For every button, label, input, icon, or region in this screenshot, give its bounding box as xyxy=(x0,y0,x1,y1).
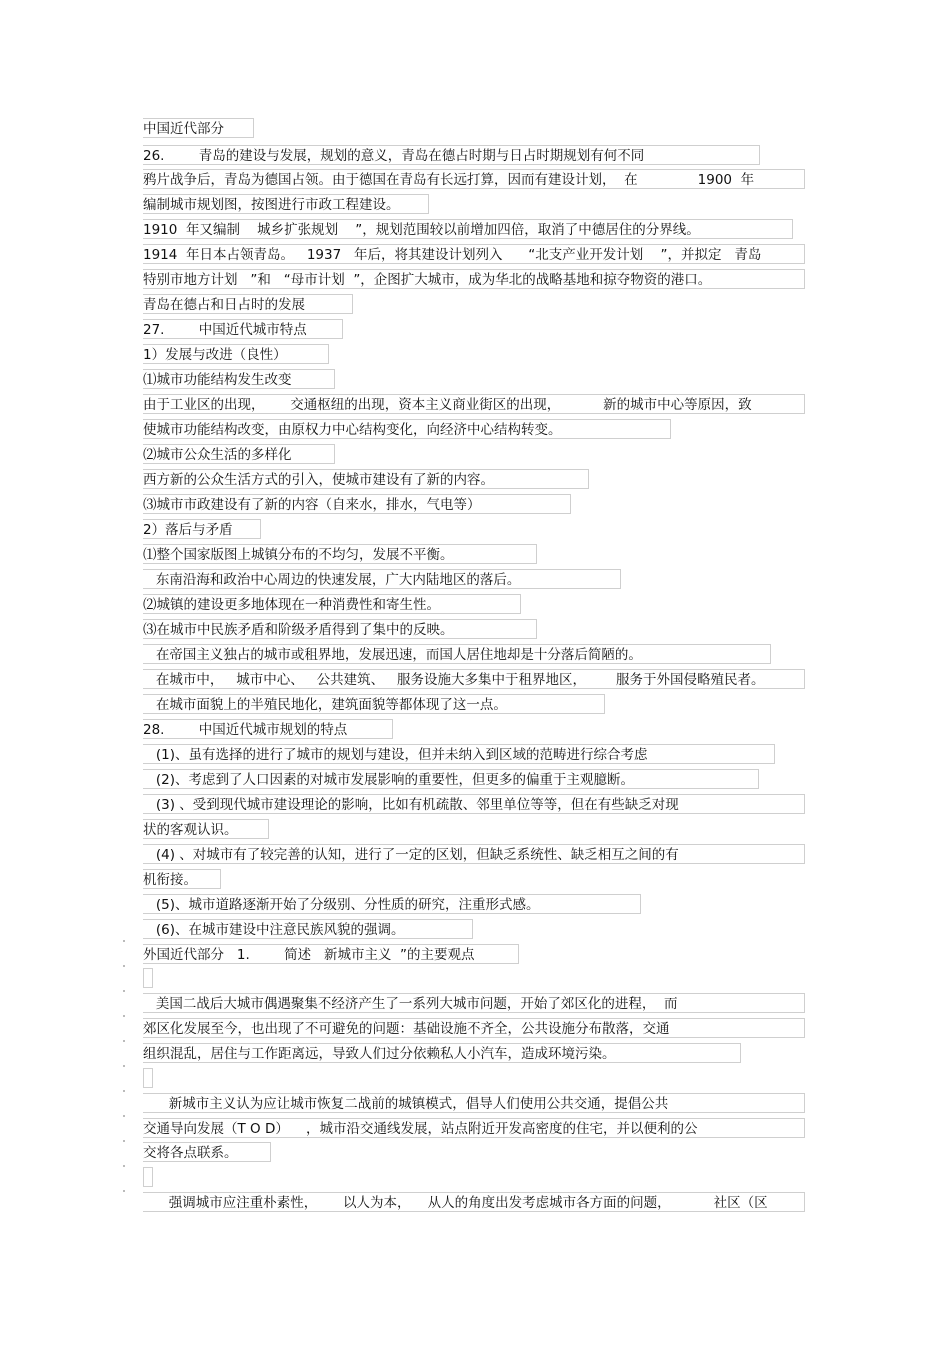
text-line: 在帝国主义独占的城市或租界地，发展迅速，而国人居住地却是十分落后简陋的。 xyxy=(143,644,771,664)
paragraph-line: 强调城市应注重朴素性， 以人为本， 从人的角度出发考虑城市各方面的问题， 社区（区 xyxy=(143,1192,805,1212)
heading-modern-china: 中国近代部分 xyxy=(143,118,254,138)
list-item: (5)、城市道路逐渐开始了分级别、分性质的研究，注重形式感。 xyxy=(143,894,641,914)
text-line: 机衔接。 xyxy=(143,869,221,889)
list-item: ⑶在城市中民族矛盾和阶级矛盾得到了集中的反映。 xyxy=(143,619,537,639)
margin-mark xyxy=(123,1140,125,1142)
text-line: 在城市面貌上的半殖民地化，建筑面貌等都体现了这一点。 xyxy=(143,694,605,714)
margin-mark xyxy=(123,990,125,992)
subheading: 青岛在德占和日占时的发展 xyxy=(143,294,353,314)
paragraph-line: 新城市主义认为应让城市恢复二战前的城镇模式，倡导人们使用公共交通，提倡公共 xyxy=(143,1093,805,1113)
list-item: (6)、在城市建设中注意民族风貌的强调。 xyxy=(143,919,473,939)
text-line: 由于工业区的出现， 交通枢纽的出现，资本主义商业街区的出现， 新的城市中心等原因，致 xyxy=(143,394,805,414)
spacer xyxy=(143,1068,153,1088)
paragraph-line: 交通导向发展（T O D） ，城市沿交通线发展，站点附近开发高密度的住宅，并以便利的公 xyxy=(143,1118,805,1138)
subheading: 1）发展与改进（良性） xyxy=(143,344,329,364)
margin-mark xyxy=(123,1165,125,1167)
text-line: 1914 年日本占领青岛。 1937 年后，将其建设计划列入 “北支产业开发计划 ”，并拟定 青岛 xyxy=(143,244,805,264)
text-line: 在城市中， 城市中心、 公共建筑、 服务设施大多集中于租界地区， 服务于外国侵略殖民者。 xyxy=(143,669,805,689)
question-27: 27. 中国近代城市特点 xyxy=(143,319,343,339)
paragraph-line: 郊区化发展至今，也出现了不可避免的问题：基础设施不齐全，公共设施分布散落，交通 xyxy=(143,1018,805,1038)
text-line: 使城市功能结构改变，由原权力中心结构变化，向经济中心结构转变。 xyxy=(143,419,671,439)
list-item: ⑵城镇的建设更多地体现在一种消费性和寄生性。 xyxy=(143,594,521,614)
list-item: (1)、虽有选择的进行了城市的规划与建设，但并未纳入到区域的范畴进行综合考虑 xyxy=(143,744,775,764)
heading-foreign-modern: 外国近代部分 1. 简述 新城市主义 ”的主要观点 xyxy=(143,944,519,964)
text-line: 编制城市规划图，按图进行市政工程建设。 xyxy=(143,194,429,214)
list-item: ⑴城市功能结构发生改变 xyxy=(143,369,335,389)
subheading: 2）落后与矛盾 xyxy=(143,519,261,539)
margin-mark xyxy=(123,1190,125,1192)
text-line: 状的客观认识。 xyxy=(143,819,269,839)
list-item: ⑵城市公众生活的多样化 xyxy=(143,444,335,464)
margin-mark xyxy=(123,1090,125,1092)
spacer xyxy=(143,1167,153,1187)
margin-mark xyxy=(123,1065,125,1067)
list-item: ⑴整个国家版图上城镇分布的不均匀，发展不平衡。 xyxy=(143,544,537,564)
spacer xyxy=(143,968,153,988)
paragraph-line: 美国二战后大城市偶遇聚集不经济产生了一系列大城市问题，开始了郊区化的进程， 而 xyxy=(143,993,805,1013)
text-line: 鸦片战争后，青岛为德国占领。由于德国在青岛有长远打算，因而有建设计划， 在 1900 年 xyxy=(143,169,805,189)
list-item: (2)、考虑到了人口因素的对城市发展影响的重要性，但更多的偏重于主观臆断。 xyxy=(143,769,759,789)
question-26: 26. 青岛的建设与发展，规划的意义，青岛在德占时期与日占时期规划有何不同 xyxy=(143,145,760,165)
margin-mark xyxy=(123,1040,125,1042)
margin-mark xyxy=(123,965,125,967)
margin-mark xyxy=(123,940,125,942)
list-item: (4) 、对城市有了较完善的认知，进行了一定的区划，但缺乏系统性、缺乏相互之间的有 xyxy=(143,844,805,864)
list-item: ⑶城市市政建设有了新的内容（自来水，排水，气电等） xyxy=(143,494,571,514)
text-line: 西方新的公众生活方式的引入，使城市建设有了新的内容。 xyxy=(143,469,589,489)
margin-mark xyxy=(123,1115,125,1117)
text-line: 东南沿海和政治中心周边的快速发展，广大内陆地区的落后。 xyxy=(143,569,621,589)
paragraph-line: 交将各点联系。 xyxy=(143,1142,271,1162)
list-item: (3) 、受到现代城市建设理论的影响，比如有机疏散、邻里单位等等，但在有些缺乏对现 xyxy=(143,794,805,814)
question-28: 28. 中国近代城市规划的特点 xyxy=(143,719,393,739)
margin-mark xyxy=(123,1015,125,1017)
paragraph-line: 组织混乱，居住与工作距离远，导致人们过分依赖私人小汽车，造成环境污染。 xyxy=(143,1043,741,1063)
text-line: 特别市地方计划 ”和 “母市计划 ”，企图扩大城市，成为华北的战略基地和掠夺物资的港口。 xyxy=(143,269,805,289)
text-line: 1910 年又编制 城乡扩张规划 ”，规划范围较以前增加四倍，取消了中德居住的分界线。 xyxy=(143,219,793,239)
